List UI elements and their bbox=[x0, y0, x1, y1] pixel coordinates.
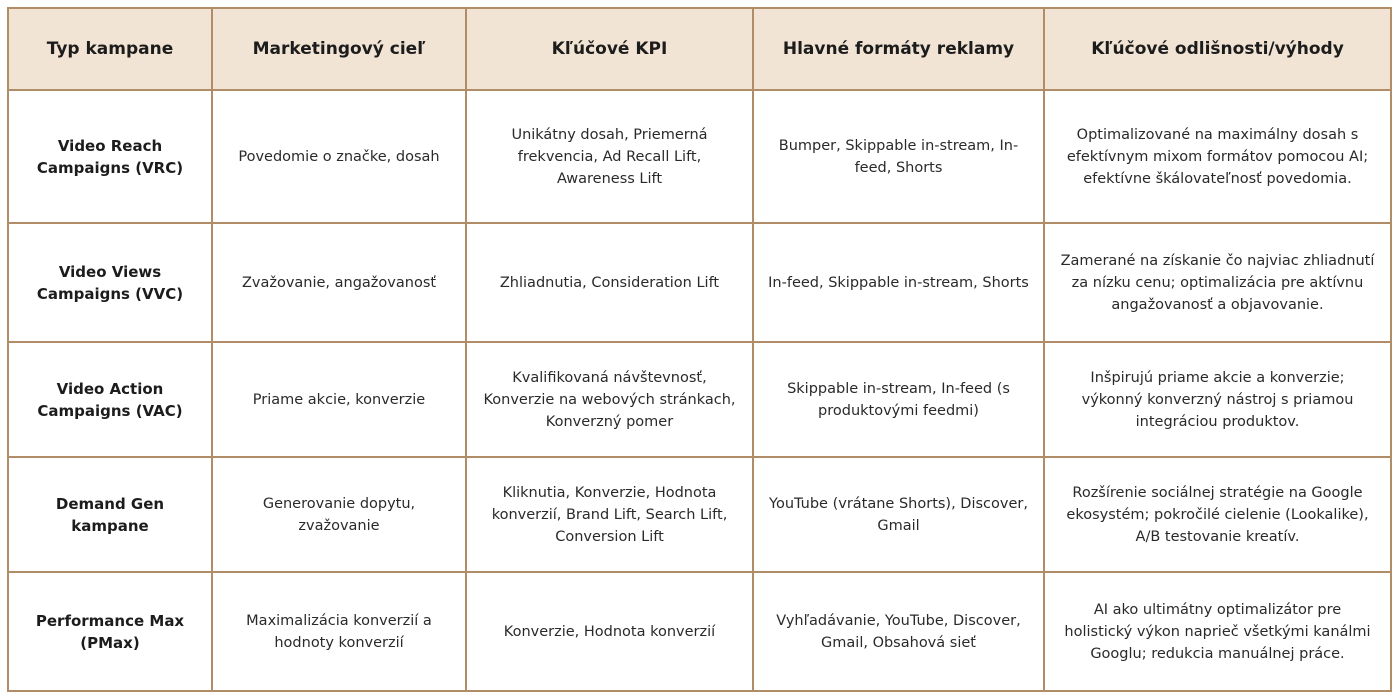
ad-formats-cell: Bumper, Skippable in-stream, In-feed, Shorts bbox=[753, 90, 1044, 223]
table-row bbox=[8, 457, 1391, 572]
advantages-cell: Rozšírenie sociálnej stratégie na Google ekosystém; pokročilé cielenie (Lookalike), A/B testovanie kreatív. bbox=[1044, 457, 1391, 572]
header-campaign-type: Typ kampane bbox=[8, 8, 212, 90]
advantages-cell: AI ako ultimátny optimalizátor pre holistický výkon naprieč všetkými kanálmi Googlu; redukcia manuálnej práce. bbox=[1044, 572, 1391, 691]
table-row bbox=[8, 572, 1391, 691]
header-ad-formats: Hlavné formáty reklamy bbox=[753, 8, 1044, 90]
campaign-type-cell: Performance Max (PMax) bbox=[8, 572, 212, 691]
campaign-comparison-table bbox=[7, 7, 1392, 692]
advantages-cell: Optimalizované na maximálny dosah s efektívnym mixom formátov pomocou AI; efektívne škálovateľnosť povedomia. bbox=[1044, 90, 1391, 223]
header-key-kpi: Kľúčové KPI bbox=[466, 8, 753, 90]
key-kpi-cell: Zhliadnutia, Consideration Lift bbox=[466, 223, 753, 342]
marketing-goal-cell: Zvažovanie, angažovanosť bbox=[212, 223, 466, 342]
marketing-goal-cell: Maximalizácia konverzií a hodnoty konverzií bbox=[212, 572, 466, 691]
advantages-cell: Zamerané na získanie čo najviac zhliadnutí za nízku cenu; optimalizácia pre aktívnu angažovanosť a objavovanie. bbox=[1044, 223, 1391, 342]
key-kpi-cell: Konverzie, Hodnota konverzií bbox=[466, 572, 753, 691]
advantages-cell: Inšpirujú priame akcie a konverzie; výkonný konverzný nástroj s priamou integráciou produktov. bbox=[1044, 342, 1391, 457]
campaign-comparison-table-wrapper bbox=[7, 7, 1392, 692]
key-kpi-cell: Unikátny dosah, Priemerná frekvencia, Ad Recall Lift, Awareness Lift bbox=[466, 90, 753, 223]
header-marketing-goal: Marketingový cieľ bbox=[212, 8, 466, 90]
marketing-goal-cell: Povedomie o značke, dosah bbox=[212, 90, 466, 223]
campaign-type-cell: Video Views Campaigns (VVC) bbox=[8, 223, 212, 342]
key-kpi-cell: Kvalifikovaná návštevnosť, Konverzie na webových stránkach, Konverzný pomer bbox=[466, 342, 753, 457]
campaign-type-cell: Demand Gen kampane bbox=[8, 457, 212, 572]
ad-formats-cell: In-feed, Skippable in-stream, Shorts bbox=[753, 223, 1044, 342]
ad-formats-cell: Vyhľadávanie, YouTube, Discover, Gmail, Obsahová sieť bbox=[753, 572, 1044, 691]
marketing-goal-cell: Priame akcie, konverzie bbox=[212, 342, 466, 457]
marketing-goal-cell: Generovanie dopytu, zvažovanie bbox=[212, 457, 466, 572]
header-row bbox=[8, 8, 1391, 90]
campaign-type-cell: Video Action Campaigns (VAC) bbox=[8, 342, 212, 457]
header-key-advantages: Kľúčové odlišnosti/výhody bbox=[1044, 8, 1391, 90]
table-row bbox=[8, 90, 1391, 223]
ad-formats-cell: YouTube (vrátane Shorts), Discover, Gmail bbox=[753, 457, 1044, 572]
table-row bbox=[8, 342, 1391, 457]
table-row bbox=[8, 223, 1391, 342]
key-kpi-cell: Kliknutia, Konverzie, Hodnota konverzií, Brand Lift, Search Lift, Conversion Lift bbox=[466, 457, 753, 572]
campaign-type-cell: Video Reach Campaigns (VRC) bbox=[8, 90, 212, 223]
ad-formats-cell: Skippable in-stream, In-feed (s produktovými feedmi) bbox=[753, 342, 1044, 457]
